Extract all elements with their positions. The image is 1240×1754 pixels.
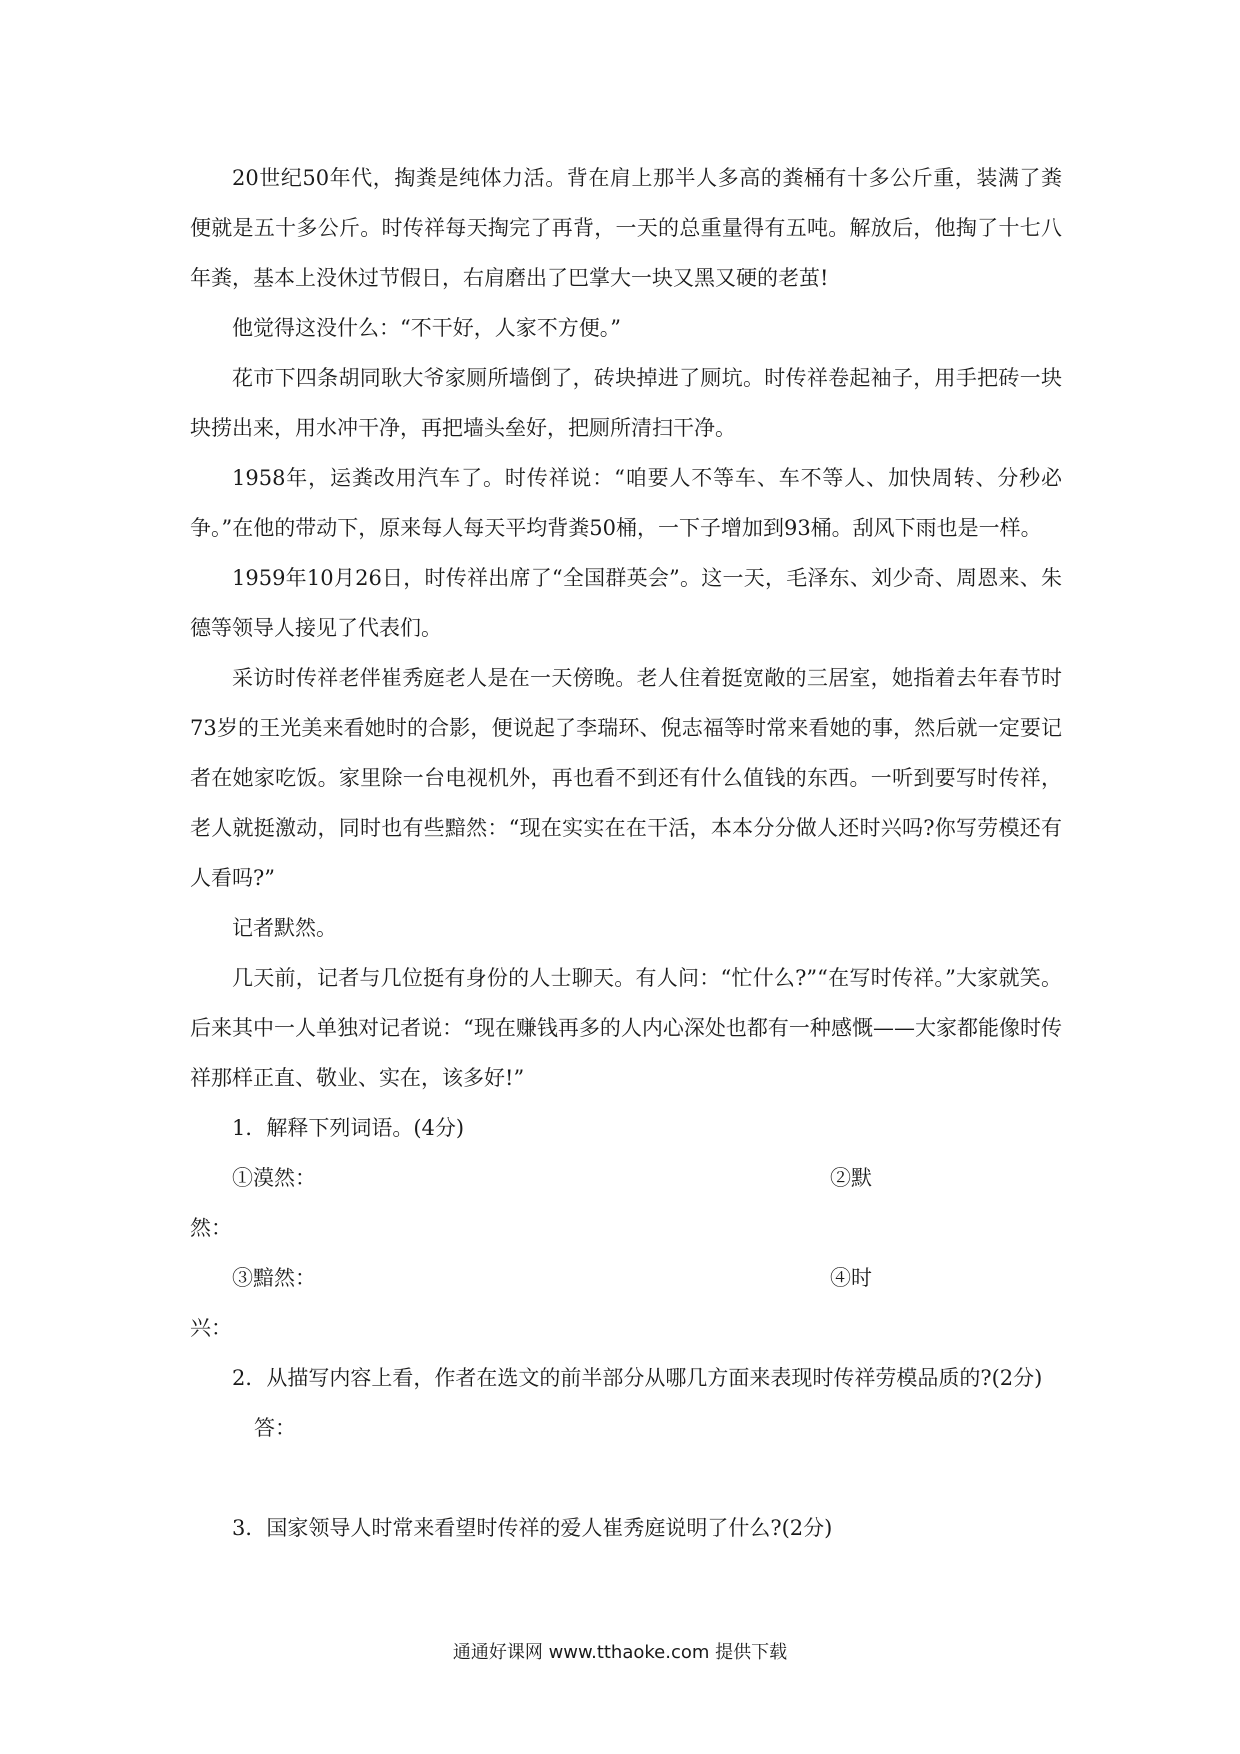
term-2-end: 然： xyxy=(190,1216,232,1240)
paragraph-2: 他觉得这没什么：“不干好，人家不方便。” xyxy=(232,316,621,340)
term-4-start: ④时 xyxy=(830,1266,872,1290)
question-1-row-2 xyxy=(190,1253,1062,1303)
question-2-answer: 答： xyxy=(254,1416,296,1440)
paragraph-1: 20世纪50年代，掏粪是纯体力活。背在肩上那半人多高的粪桶有十多公斤重，装满了粪便就是五十多公斤。时传祥每天掏完了再背，一天的总重量得有五吨。解放后，他掏了十七八年粪，基本上没休过节假日，右肩磨出了巴掌大一块又黑又硬的老茧! xyxy=(190,166,1062,290)
term-3: ③黯然： xyxy=(232,1266,316,1290)
paragraph-8: 几天前，记者与几位挺有身份的人士聊天。有人问：“忙什么?”“在写时传祥。”大家就笑。后来其中一人单独对记者说：“现在赚钱再多的人内心深处也都有一种感慨——大家都能像时传祥那样正直、敬业、实在，该多好!” xyxy=(190,966,1062,1090)
paragraph-3: 花市下四条胡同耿大爷家厕所墙倒了，砖块掉进了厕坑。时传祥卷起袖子，用手把砖一块块捞出来，用水冲干净，再把墙头垒好，把厕所清扫干净。 xyxy=(190,366,1062,440)
question-2: 2．从描写内容上看，作者在选文的前半部分从哪几方面来表现时传祥劳模品质的?(2分) xyxy=(232,1366,1043,1390)
question-1: 1．解释下列词语。(4分) xyxy=(232,1116,465,1140)
paragraph-7: 记者默然。 xyxy=(232,916,337,940)
term-2-start: ②默 xyxy=(830,1166,872,1190)
paragraph-5: 1959年10月26日，时传祥出席了“全国群英会”。这一天，毛泽东、刘少奇、周恩来、朱德等领导人接见了代表们。 xyxy=(190,566,1062,640)
answer-space xyxy=(190,1453,1062,1503)
question-3: 3．国家领导人时常来看望时传祥的爱人崔秀庭说明了什么?(2分) xyxy=(232,1516,833,1540)
paragraph-6: 采访时传祥老伴崔秀庭老人是在一天傍晚。老人住着挺宽敞的三居室，她指着去年春节时73岁的王光美来看她时的合影，便说起了李瑞环、倪志福等时常来看她的事，然后就一定要记者在她家吃饭。家里除一台电视机外，再也看不到还有什么值钱的东西。一听到要写时传祥，老人就挺激动，同时也有些黯然：“现在实实在在干活，本本分分做人还时兴吗?你写劳模还有人看吗?” xyxy=(190,666,1062,890)
article-body xyxy=(190,153,1062,1553)
term-4-end: 兴： xyxy=(190,1316,232,1340)
term-1: ①漠然： xyxy=(232,1166,316,1190)
paragraph-4: 1958年，运粪改用汽车了。时传祥说：“咱要人不等车、车不等人、加快周转、分秒必争。”在他的带动下，原来每人每天平均背粪50桶，一下子增加到93桶。刮风下雨也是一样。 xyxy=(190,466,1062,540)
footer-credit: 通通好课网 www.tthaoke.com 提供下载 xyxy=(452,1642,788,1663)
question-1-row-1 xyxy=(190,1153,1062,1203)
